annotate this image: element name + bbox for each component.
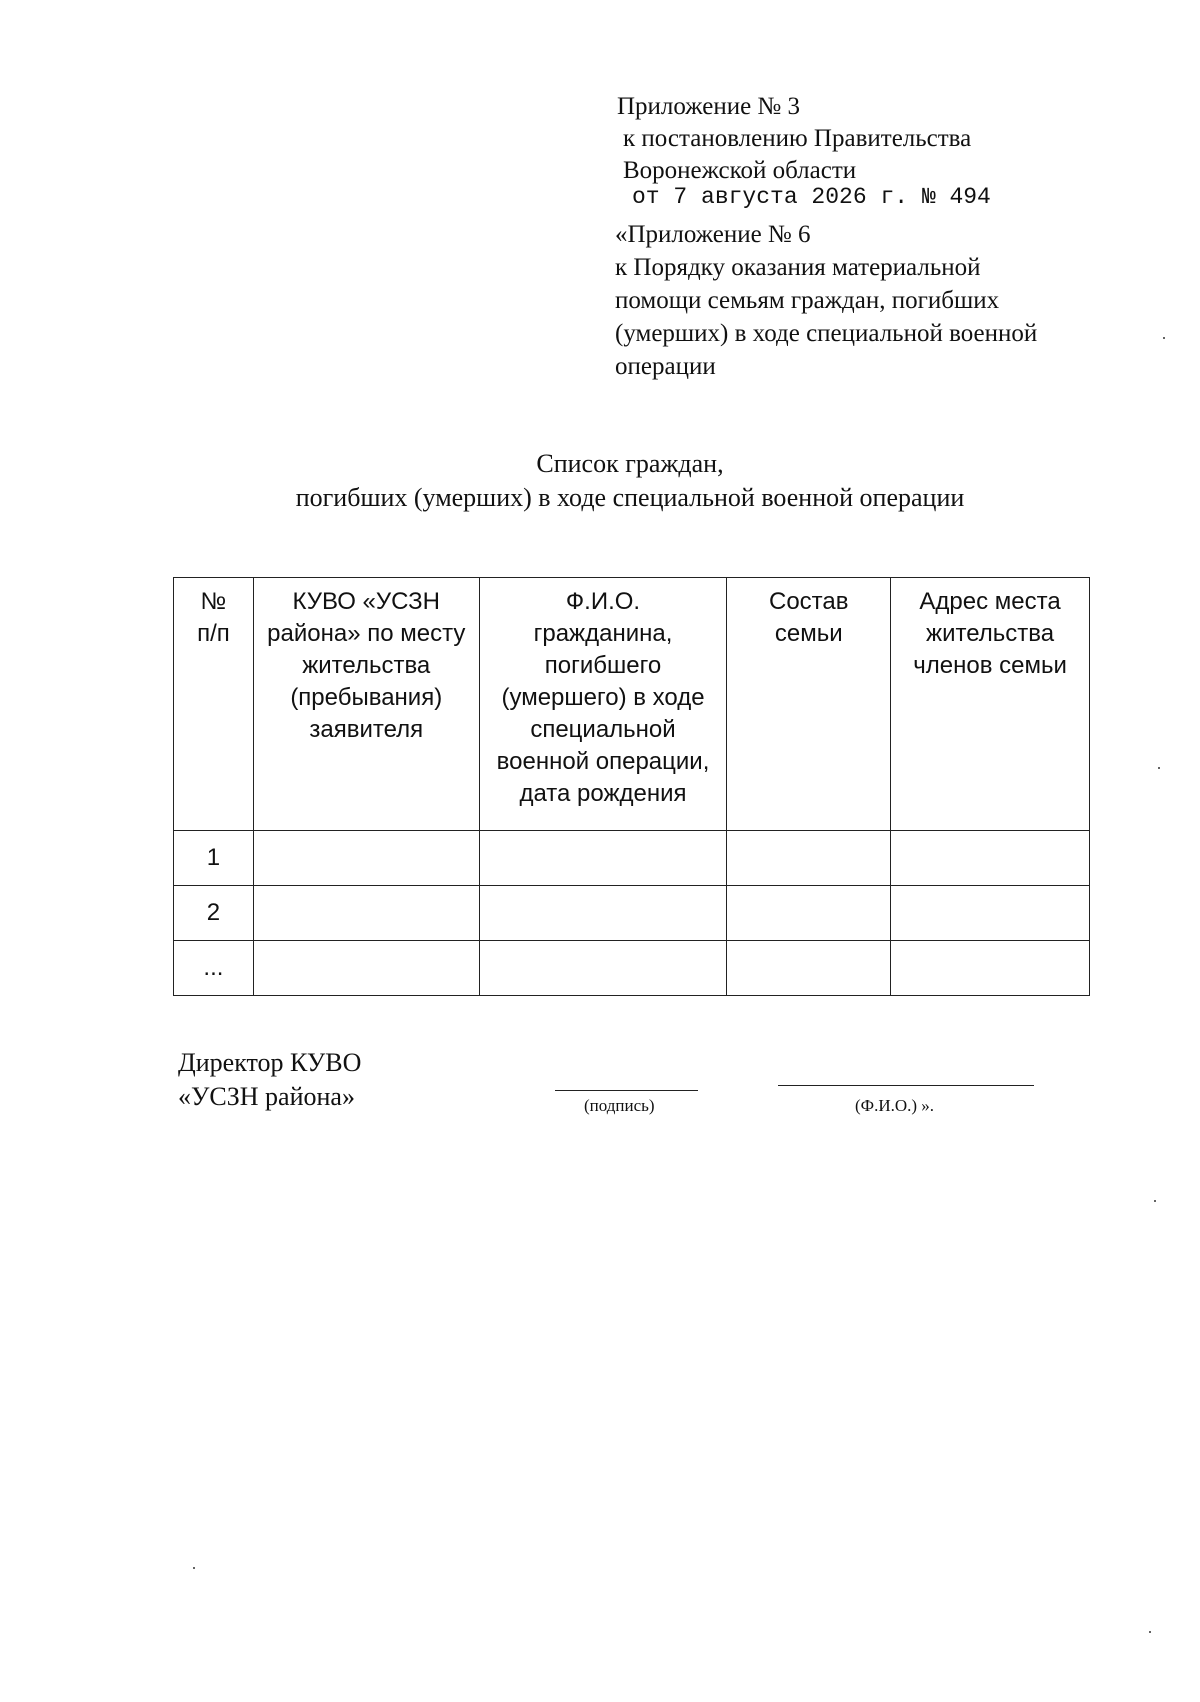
table-header-row [174,578,1090,831]
header-cell-family: Состав семьи [727,578,891,831]
table-cell [891,831,1090,886]
scan-speck [1154,1200,1156,1202]
header-cell-number: № п/п [174,578,254,831]
annex6-line-2: к Порядку оказания материальной [615,254,981,281]
annex-line-3: Воронежской области [623,157,857,184]
row-number-cell: ... [174,941,254,996]
table-cell [253,941,479,996]
table-cell [891,886,1090,941]
document-title-line-1: Список граждан, [536,449,724,478]
signature-caption: (подпись) [584,1096,655,1115]
table-cell [891,941,1090,996]
table-row [174,886,1090,941]
table-cell [727,831,891,886]
annex6-line-4: (умерших) в ходе специальной военной [615,320,1038,347]
header-cell-full-name: Ф.И.О. гражданина, погибшего (умершего) в ходе специальной военной операции, дата рождения [479,578,727,831]
scan-speck [1163,337,1165,339]
full-name-line [778,1085,1034,1086]
table-row [174,941,1090,996]
annex-line-1: Приложение № 3 [617,93,801,120]
signature-line [555,1090,698,1091]
table-cell [253,886,479,941]
annex6-line-1: «Приложение № 6 [615,221,811,248]
annex-line-2: к постановлению Правительства [623,125,972,152]
scan-speck [193,1567,195,1569]
header-cell-office: КУВО «УСЗН района» по месту жительства (пребывания) заявителя [253,578,479,831]
signatory-position: Директор КУВО «УСЗН района» [178,1048,362,1111]
header-cell-address: Адрес места жительства членов семьи [891,578,1090,831]
table-cell [727,941,891,996]
table-cell [727,886,891,941]
annex6-line-5: операции [615,353,716,380]
full-name-caption: (Ф.И.О.) ». [855,1096,935,1115]
scan-speck [1158,767,1160,769]
row-number-cell: 1 [174,831,254,886]
table-cell [479,886,727,941]
table-cell [479,941,727,996]
table-cell [253,831,479,886]
row-number-cell: 2 [174,886,254,941]
table-cell [479,831,727,886]
annex-date-line: от 7 августа 2026 г. № 494 [632,184,991,210]
document-title-line-2: погибших (умерших) в ходе специальной военной операции [295,483,965,512]
table-row [174,831,1090,886]
scan-speck [1149,1631,1151,1633]
citizens-list-table [173,577,1090,996]
annex6-line-3: помощи семьям граждан, погибших [615,287,1000,314]
